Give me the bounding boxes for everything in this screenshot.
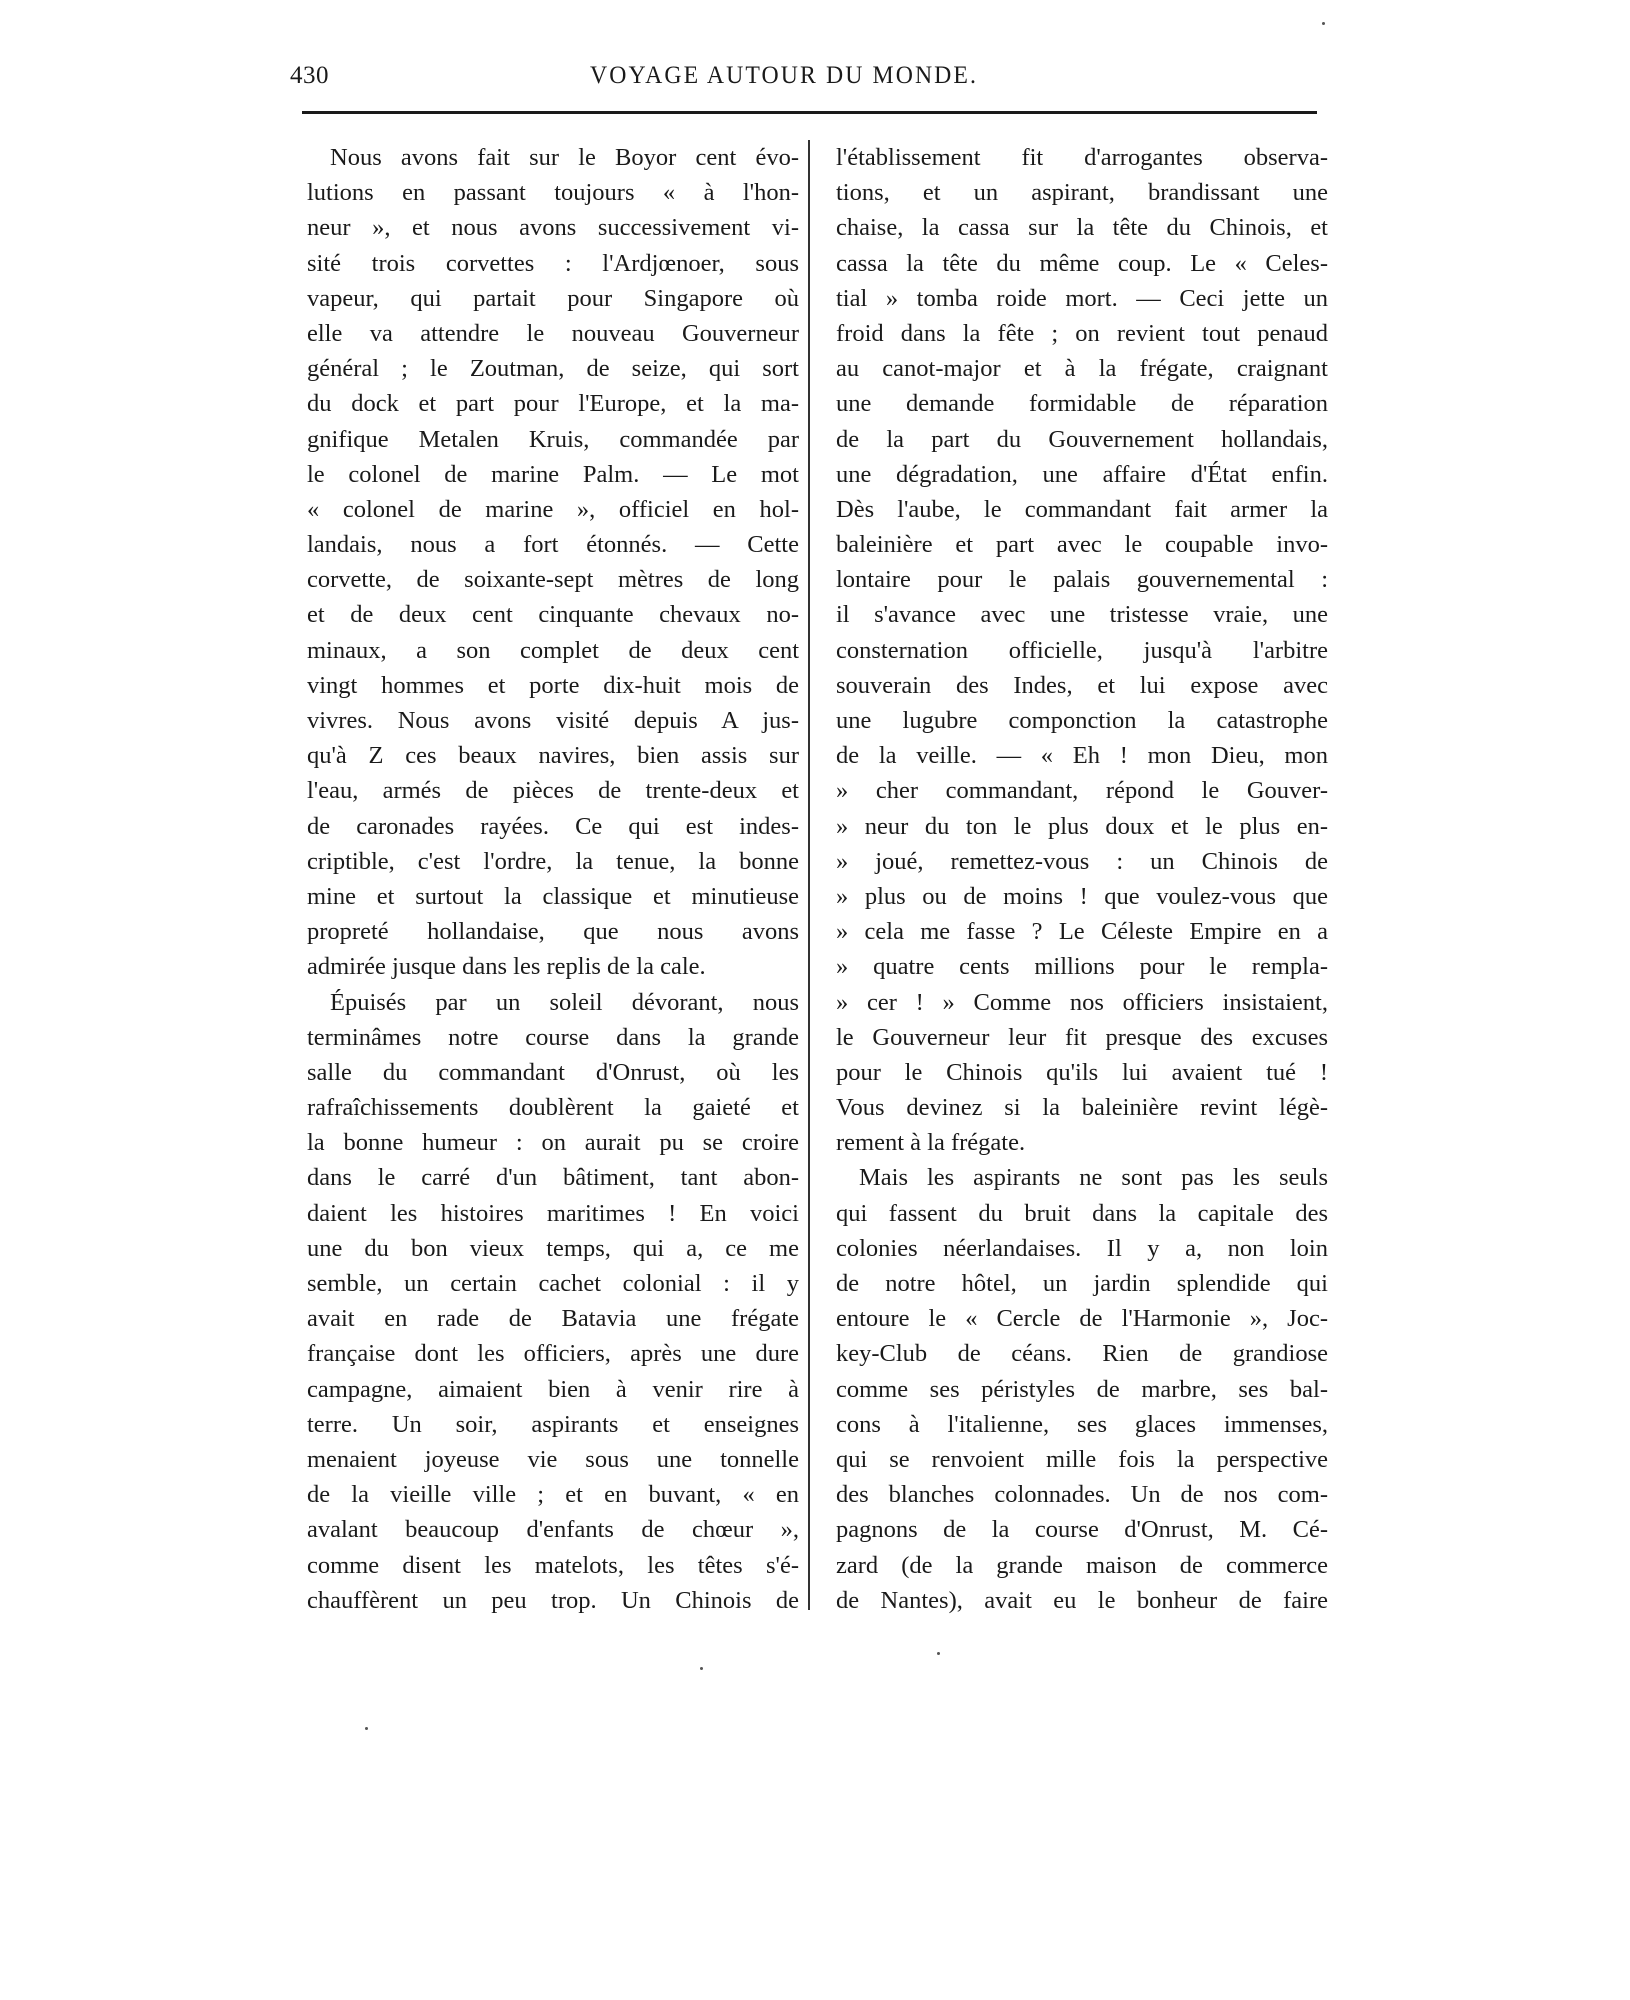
text-line: entoure le « Cercle de l'Harmonie », Joc-	[836, 1305, 1328, 1333]
text-line: tions, et un aspirant, brandissant une	[836, 179, 1328, 207]
text-line: de la part du Gouvernement hollandais,	[836, 425, 1328, 453]
text-line: admirée jusque dans les replis de la cale.	[307, 953, 706, 981]
text-line: de Nantes), avait eu le bonheur de faire	[836, 1586, 1328, 1614]
text-line: l'eau, armés de pièces de trente-deux et	[307, 777, 799, 805]
text-line: lontaire pour le palais gouvernemental :	[836, 566, 1328, 594]
text-line: au canot-major et à la frégate, craignant	[836, 355, 1328, 383]
text-line: une dégradation, une affaire d'État enfin.	[836, 460, 1328, 488]
text-line: vapeur, qui partait pour Singapore où	[307, 284, 799, 312]
text-line: propreté hollandaise, que nous avons	[307, 918, 799, 946]
text-line: des blanches colonnades. Un de nos com-	[836, 1481, 1328, 1509]
text-line: elle va attendre le nouveau Gouverneur	[307, 319, 799, 347]
text-line: une lugubre componction la catastrophe	[836, 707, 1328, 734]
text-line: froid dans la fête ; on revient tout penaud	[836, 319, 1328, 347]
text-line: lutions en passant toujours « à l'hon-	[307, 179, 799, 207]
running-head	[290, 58, 1320, 98]
text-line: zard (de la grande maison de commerce	[836, 1551, 1328, 1579]
text-line: daient les histoires maritimes ! En voici	[307, 1199, 799, 1227]
text-line: » plus ou de moins ! que voulez-vous que	[836, 882, 1328, 910]
text-line: qui fassent du bruit dans la capitale des	[836, 1199, 1328, 1227]
text-line: Vous devinez si la baleinière revint légè-	[836, 1094, 1328, 1122]
scan-speck	[1322, 22, 1325, 25]
text-line: « colonel de marine », officiel en hol-	[307, 495, 799, 523]
right-column	[836, 140, 1328, 1618]
text-line: mine et surtout la classique et minutieuse	[307, 882, 799, 910]
text-line: terre. Un soir, aspirants et enseignes	[307, 1410, 799, 1438]
text-line: » cela me fasse ? Le Céleste Empire en a	[836, 918, 1328, 946]
text-line: qui se renvoient mille fois la perspective	[836, 1445, 1328, 1473]
text-line: landais, nous a fort étonnés. — Cette	[307, 531, 799, 559]
text-line: l'établissement fit d'arrogantes observa-	[836, 144, 1328, 171]
text-line: terminâmes notre course dans la grande	[307, 1023, 799, 1051]
text-line: » joué, remettez-vous : un Chinois de	[836, 847, 1328, 875]
text-line: colonies néerlandaises. Il y a, non loin	[836, 1234, 1328, 1262]
text-line: qu'à Z ces beaux navires, bien assis sur	[307, 742, 799, 770]
text-line: baleinière et part avec le coupable invo-	[836, 531, 1328, 559]
text-line: consternation officielle, jusqu'à l'arbitre	[836, 636, 1328, 664]
text-line: » cer ! » Comme nos officiers insistaient,	[836, 988, 1328, 1016]
running-title: VOYAGE AUTOUR DU MONDE.	[590, 62, 979, 89]
text-line: de caronades rayées. Ce qui est indes-	[307, 812, 799, 840]
text-line: Épuisés par un soleil dévorant, nous	[330, 988, 799, 1016]
text-line: key-Club de céans. Rien de grandiose	[836, 1340, 1328, 1368]
text-line: française dont les officiers, après une dure	[307, 1340, 799, 1368]
text-line: neur », et nous avons successivement vi-	[307, 214, 799, 242]
column-divider	[808, 140, 810, 1610]
text-line: Mais les aspirants ne sont pas les seuls	[859, 1164, 1328, 1192]
text-line: il s'avance avec une tristesse vraie, une	[836, 601, 1328, 629]
text-line: » neur du ton le plus doux et le plus en-	[836, 812, 1328, 840]
text-line: cons à l'italienne, ses glaces immenses,	[836, 1410, 1328, 1438]
text-line: de la veille. — « Eh ! mon Dieu, mon	[836, 742, 1328, 770]
text-line: criptible, c'est l'ordre, la tenue, la bonne	[307, 847, 799, 875]
text-line: chauffèrent un peu trop. Un Chinois de	[307, 1586, 799, 1614]
scan-speck	[700, 1667, 703, 1670]
text-line: de notre hôtel, un jardin splendide qui	[836, 1270, 1328, 1297]
text-line: de la vieille ville ; et en buvant, « en	[307, 1481, 799, 1509]
scan-speck	[365, 1727, 368, 1730]
text-line: salle du commandant d'Onrust, où les	[307, 1058, 799, 1086]
text-line: comme ses péristyles de marbre, ses bal-	[836, 1375, 1328, 1403]
text-line: avait en rade de Batavia une frégate	[307, 1305, 799, 1333]
text-line: gnifique Metalen Kruis, commandée par	[307, 425, 799, 453]
text-line: rement à la frégate.	[836, 1129, 1026, 1157]
text-line: pour le Chinois qu'ils lui avaient tué !	[836, 1058, 1328, 1086]
text-line: » quatre cents millions pour le rempla-	[836, 953, 1328, 981]
text-line: vingt hommes et porte dix-huit mois de	[307, 671, 799, 699]
text-line: minaux, a son complet de deux cent	[307, 636, 799, 664]
text-line: le colonel de marine Palm. — Le mot	[307, 460, 799, 488]
text-line: une demande formidable de réparation	[836, 390, 1328, 418]
text-line: sité trois corvettes : l'Ardjœnoer, sous	[307, 249, 799, 277]
text-line: campagne, aimaient bien à venir rire à	[307, 1375, 799, 1403]
text-line: souverain des Indes, et lui expose avec	[836, 671, 1328, 699]
text-line: et de deux cent cinquante chevaux no-	[307, 601, 799, 629]
text-line: avalant beaucoup d'enfants de chœur »,	[307, 1516, 799, 1544]
text-line: menaient joyeuse vie sous une tonnelle	[307, 1445, 799, 1473]
text-line: chaise, la cassa sur la tête du Chinois, et	[836, 214, 1328, 242]
text-line: dans le carré d'un bâtiment, tant abon-	[307, 1164, 799, 1192]
text-line: cassa la tête du même coup. Le « Celes-	[836, 249, 1328, 277]
text-line: la bonne humeur : on aurait pu se croire	[307, 1129, 799, 1157]
text-line: Dès l'aube, le commandant fait armer la	[836, 495, 1328, 523]
scan-speck	[937, 1652, 940, 1655]
left-column	[307, 140, 799, 1618]
text-line: du dock et part pour l'Europe, et la ma-	[307, 390, 799, 418]
text-line: pagnons de la course d'Onrust, M. Cé-	[836, 1516, 1328, 1544]
text-line: Nous avons fait sur le Boyor cent évo-	[330, 144, 799, 171]
text-line: » cher commandant, répond le Gouver-	[836, 777, 1328, 805]
text-line: rafraîchissements doublèrent la gaieté et	[307, 1094, 799, 1122]
text-line: général ; le Zoutman, de seize, qui sort	[307, 355, 799, 383]
page-number: 430	[290, 62, 329, 89]
text-line: comme disent les matelots, les têtes s'é-	[307, 1551, 799, 1579]
text-line: tial » tomba roide mort. — Ceci jette un	[836, 284, 1328, 312]
text-line: corvette, de soixante-sept mètres de long	[307, 566, 799, 594]
text-line: le Gouverneur leur fit presque des excuses	[836, 1023, 1328, 1051]
text-line: vivres. Nous avons visité depuis A jus-	[307, 707, 799, 734]
text-line: une du bon vieux temps, qui a, ce me	[307, 1234, 799, 1262]
text-line: semble, un certain cachet colonial : il y	[307, 1270, 799, 1297]
header-rule	[302, 111, 1317, 114]
